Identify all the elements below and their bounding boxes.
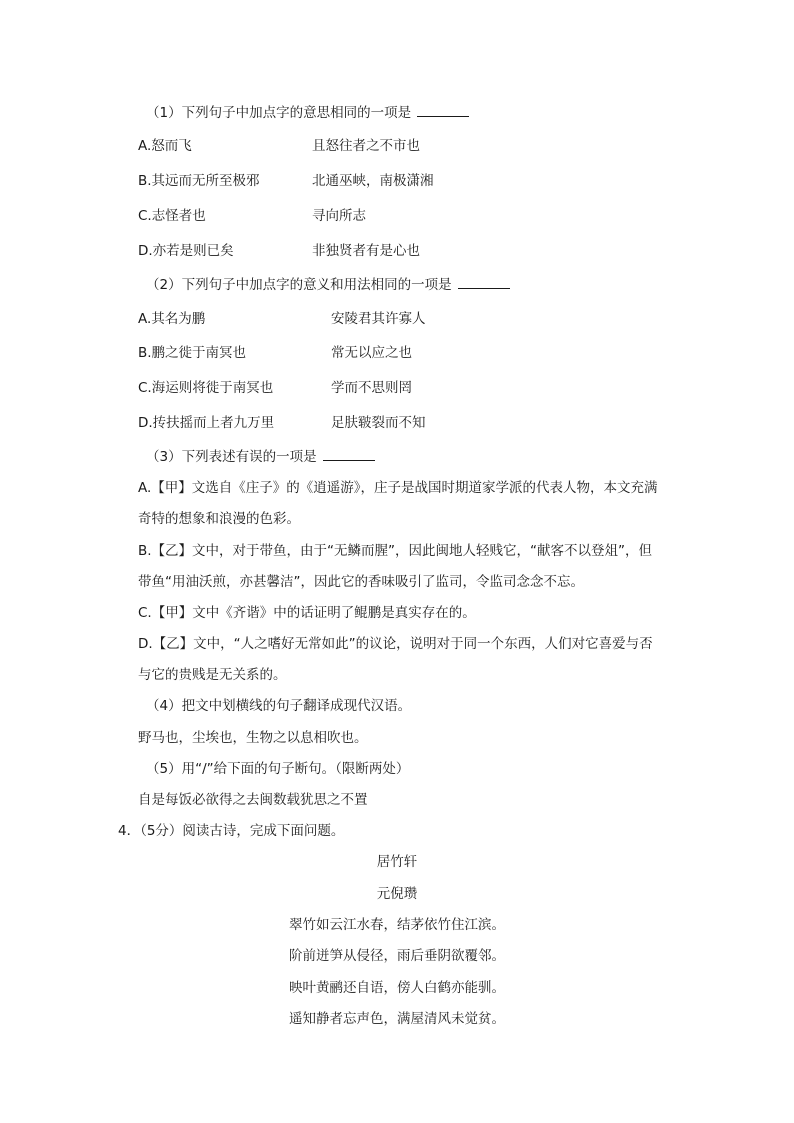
poem-title: 居竹轩 [376, 854, 418, 870]
q2-option-b-pair: 常无以应之也 [331, 345, 412, 361]
q3-option-b-line1: B.【乙】文中，对于带鱼，由于“无鳞而腥”，因此闽地人轻贱它，“献客不以登俎”，但 [138, 543, 653, 559]
question-4-header: 4．（5分）阅读古诗，完成下面问题。 [118, 823, 345, 839]
q2-option-c: C.海运则将徙于南冥也 [138, 380, 274, 396]
poem-line-1: 翠竹如云江水春，结茅依竹住江滨。 [289, 917, 505, 933]
q3-option-d-line2: 与它的贵贱是无关系的。 [138, 667, 287, 683]
answer-blank [417, 104, 469, 117]
q3-option-d-line1: D.【乙】文中，“人之嗜好无常如此”的议论，说明对于同一个东西，人们对它喜爱与否 [138, 636, 653, 652]
q1-option-b-pair: 北通巫峡，南极潇湘 [312, 173, 434, 189]
q1-option-c: C.志怪者也 [138, 208, 206, 224]
q1-option-a: A.怒而飞 [138, 138, 192, 154]
answer-blank [323, 448, 375, 461]
q2-option-b: B.鹏之徙于南冥也 [138, 345, 247, 361]
q2-option-c-pair: 学而不思则罔 [331, 380, 412, 396]
q1-option-b: B.其远而无所至极邪 [138, 173, 260, 189]
q5-sentence: 自是每饭必欲得之去闽数载犹思之不置 [138, 792, 368, 808]
q3-option-b-line2: 带鱼“用油沃煎，亦甚馨洁”，因此它的香味吸引了监司，令监司念念不忘。 [138, 574, 584, 590]
q5-prompt: （5）用“/”给下面的句子断句。（限断两处） [146, 761, 410, 777]
q2-option-d: D.抟扶摇而上者九万里 [138, 415, 275, 431]
poem-line-2: 阶前迸笋从侵径，雨后垂阴欲覆邻。 [289, 948, 505, 964]
q2-option-d-pair: 足肤皲裂而不知 [331, 415, 426, 431]
q3-prompt-line [146, 448, 375, 466]
poem-author: 元倪瓒 [376, 886, 418, 902]
q1-option-c-pair: 寻向所志 [312, 208, 366, 224]
q1-option-d-pair: 非独贤者有是心也 [312, 243, 420, 259]
q4-sentence: 野马也，尘埃也，生物之以息相吹也。 [138, 730, 368, 746]
q2-prompt-line [146, 276, 510, 294]
q4-prompt: （4）把文中划横线的句子翻译成现代汉语。 [146, 698, 412, 714]
answer-blank [458, 276, 510, 289]
q3-prompt: （3）下列表述有误的一项是 [146, 449, 317, 465]
poem-line-3: 映叶黄鹂还自语，傍人白鹤亦能驯。 [289, 980, 505, 996]
q1-option-d: D.亦若是则已矣 [138, 243, 234, 259]
q1-prompt-line [146, 104, 469, 122]
q2-option-a: A.其名为鹏 [138, 311, 206, 327]
q3-option-a-line2: 奇特的想象和浪漫的色彩。 [138, 511, 300, 527]
q3-option-a-line1: A.【甲】文选自《庄子》的《逍遥游》，庄子是战国时期道家学派的代表人物，本文充满 [138, 480, 658, 496]
q2-option-a-pair: 安陵君其许寡人 [331, 311, 426, 327]
q1-option-a-pair: 且怒往者之不市也 [312, 138, 420, 154]
q3-option-c: C.【甲】文中《齐谐》中的话证明了鲲鹏是真实存在的。 [138, 605, 476, 621]
q1-prompt: （1）下列句子中加点字的意思相同的一项是 [146, 105, 412, 121]
q2-prompt: （2）下列句子中加点字的意义和用法相同的一项是 [146, 277, 452, 293]
poem-line-4: 遥知静者忘声色，满屋清风未觉贫。 [289, 1011, 505, 1027]
